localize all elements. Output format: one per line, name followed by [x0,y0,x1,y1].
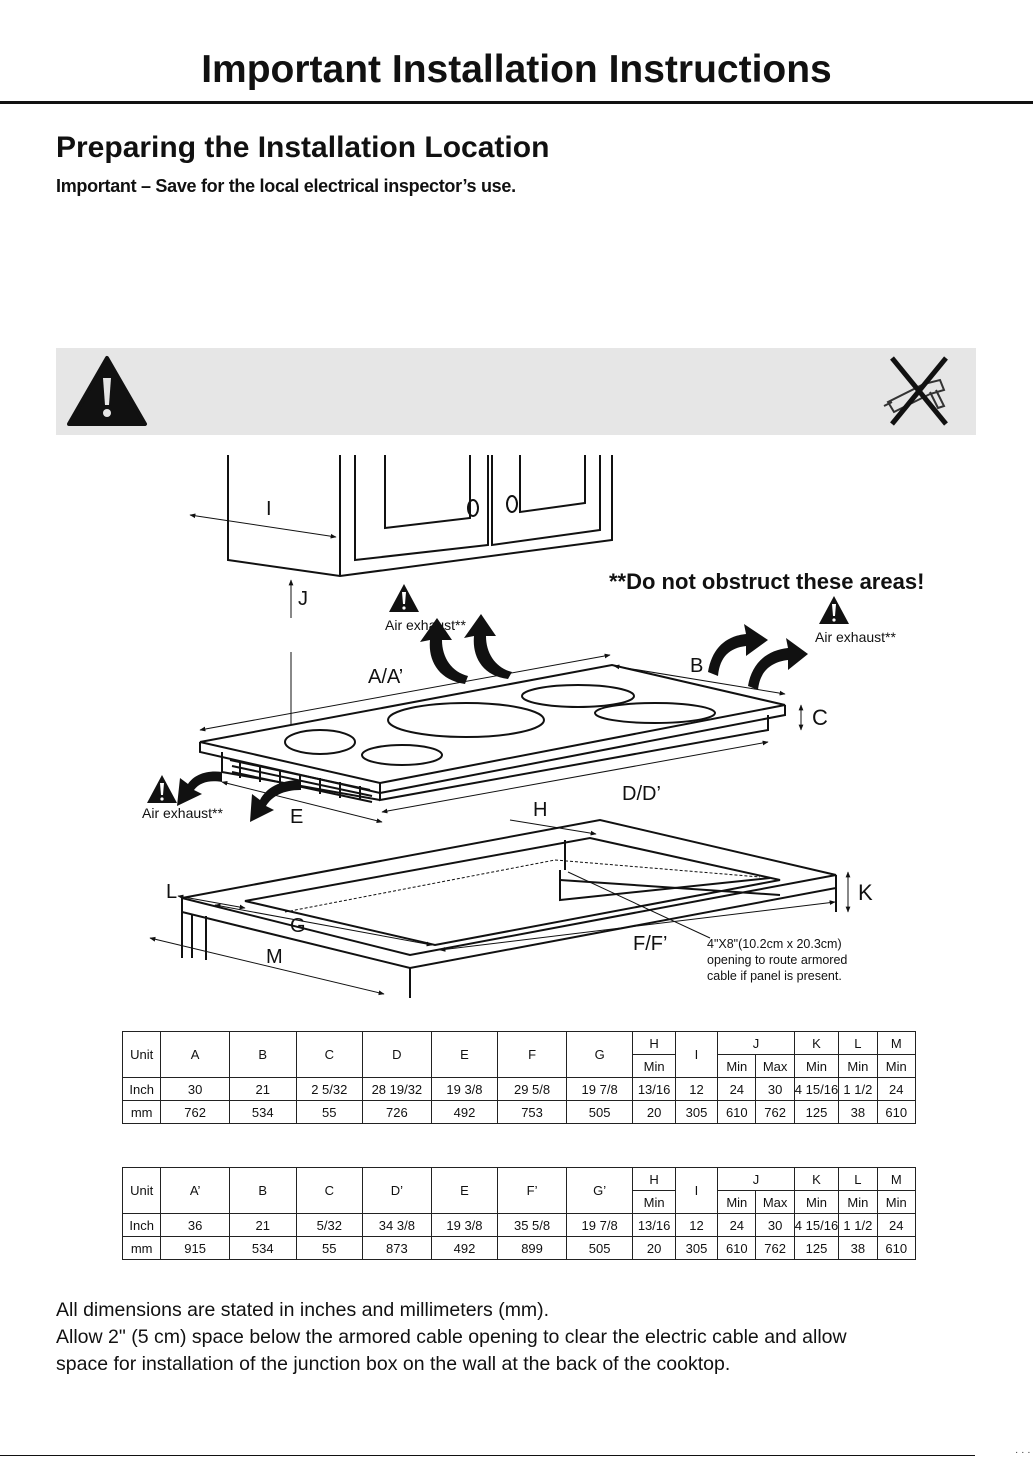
table-row [123,1078,916,1101]
header-m: M [877,1032,915,1055]
header-i: I [675,1032,717,1078]
air-exhaust-label-left: Air exhaust** [142,805,223,821]
table-cell: 24 [718,1078,756,1101]
table-cell: mm [123,1237,161,1260]
table-cell: 28 19/32 [363,1078,432,1101]
table-cell: 38 [839,1237,877,1260]
header-b: B [229,1032,296,1078]
table-cell: Inch [123,1214,161,1237]
table-cell: 21 [229,1078,296,1101]
table-cell: 29 5/8 [498,1078,567,1101]
table-cell: 534 [229,1237,296,1260]
label-k: K [858,880,873,905]
table-cell: 20 [633,1101,675,1124]
table-cell: 534 [229,1101,296,1124]
subheader-j-max: Max [756,1055,794,1078]
table-cell: 4 15/16 [794,1214,838,1237]
table-cell: 12 [675,1078,717,1101]
label-l: L [166,881,178,903]
table-cell: 915 [161,1237,230,1260]
wall-cabinet [228,455,612,576]
header-l: L [839,1168,877,1191]
opening-note-line-1: 4"X8"(10.2cm x 20.3cm) [707,937,842,951]
subheader-k: Min [794,1191,838,1214]
table-cell: 55 [296,1237,363,1260]
title-divider [0,101,1033,104]
table-cell: 492 [431,1101,498,1124]
page-marker: · · · [1015,1447,1031,1458]
table-cell: 762 [756,1237,794,1260]
table-cell: 24 [718,1214,756,1237]
subheader-h: Min [633,1055,675,1078]
header-l: L [839,1032,877,1055]
table-cell: 762 [756,1101,794,1124]
do-not-obstruct-notice: **Do not obstruct these areas! [609,569,925,594]
header-unit: Unit [123,1168,161,1214]
table-cell: 19 3/8 [431,1214,498,1237]
subheader-j-max: Max [756,1191,794,1214]
opening-note-line-3: cable if panel is present. [707,969,842,983]
table-cell: 30 [756,1078,794,1101]
table-cell: 34 3/8 [363,1214,432,1237]
table-cell: 30 [161,1078,230,1101]
warning-bar [56,348,976,435]
table-cell: 610 [877,1237,915,1260]
no-caulk-gun-icon [884,358,946,424]
label-i: I [266,498,272,520]
label-j: J [298,588,308,610]
header-g: G’ [566,1168,633,1214]
header-k: K [794,1032,838,1055]
opening-note-line-2: opening to route armored [707,953,848,967]
label-d: D/D’ [622,783,661,805]
table-cell: 762 [161,1101,230,1124]
header-h: H [633,1168,675,1191]
table-cell: Inch [123,1078,161,1101]
table-cell: 5/32 [296,1214,363,1237]
table-cell: 20 [633,1237,675,1260]
table-cell: 505 [566,1237,633,1260]
header-a: A’ [161,1168,230,1214]
header-d: D’ [363,1168,432,1214]
header-f: F [498,1032,567,1078]
table-cell: 24 [877,1078,915,1101]
header-j: J [718,1168,795,1191]
table-cell: 125 [794,1101,838,1124]
air-exhaust-label-right: Air exhaust** [815,629,896,645]
table-cell: mm [123,1101,161,1124]
table-cell: 305 [675,1237,717,1260]
table-cell: 4 15/16 [794,1078,838,1101]
subheader-j-min: Min [718,1055,756,1078]
header-d: D [363,1032,432,1078]
subheader-k: Min [794,1055,838,1078]
table-cell: 35 5/8 [498,1214,567,1237]
label-a: A/A’ [368,666,404,688]
header-c: C [296,1032,363,1078]
cooktop [200,665,785,800]
table-cell: 2 5/32 [296,1078,363,1101]
table-cell: 505 [566,1101,633,1124]
header-f: F’ [498,1168,567,1214]
subheader-m: Min [877,1191,915,1214]
table-cell: 492 [431,1237,498,1260]
table-cell: 19 3/8 [431,1078,498,1101]
table-cell: 38 [839,1101,877,1124]
footer-divider [0,1455,975,1456]
header-g: G [566,1032,633,1078]
header-h: H [633,1032,675,1055]
label-e: E [290,806,304,828]
header-m: M [877,1168,915,1191]
note-line: Allow 2" (5 cm) space below the armored cable opening to clear the electric cable and allow [56,1326,847,1348]
table-cell: 125 [794,1237,838,1260]
header-e: E [431,1168,498,1214]
table-cell: 24 [877,1214,915,1237]
header-b: B [229,1168,296,1214]
table-row [123,1101,916,1124]
table-cell: 610 [718,1101,756,1124]
table-cell: 610 [718,1237,756,1260]
table-cell: 899 [498,1237,567,1260]
table-cell: 55 [296,1101,363,1124]
subheader-h: Min [633,1191,675,1214]
section-subtitle: Important – Save for the local electrical inspector’s use. [56,176,516,196]
section-title: Preparing the Installation Location [56,131,550,164]
header-c: C [296,1168,363,1214]
label-f: F/F’ [633,933,668,955]
note-line: All dimensions are stated in inches and millimeters (mm). [56,1299,550,1321]
table-cell: 30 [756,1214,794,1237]
header-k: K [794,1168,838,1191]
subheader-l: Min [839,1055,877,1078]
label-h: H [533,799,548,821]
table-row [123,1237,916,1260]
dimension-i [190,515,336,537]
subheader-m: Min [877,1055,915,1078]
opening-leader-line [568,872,710,938]
table-cell: 305 [675,1101,717,1124]
label-b: B [690,655,704,677]
table-cell: 726 [363,1101,432,1124]
table-cell: 610 [877,1101,915,1124]
header-i: I [675,1168,717,1214]
table-cell: 21 [229,1214,296,1237]
table-cell: 19 7/8 [566,1214,633,1237]
table-row [123,1214,916,1237]
table-cell: 1 1/2 [839,1214,877,1237]
header-e: E [431,1032,498,1078]
note-line: space for installation of the junction box on the wall at the back of the cooktop. [56,1353,731,1375]
table-cell: 36 [161,1214,230,1237]
table-cell: 1 1/2 [839,1078,877,1101]
table-cell: 753 [498,1101,567,1124]
dimensions-table-36in [122,1167,916,1260]
label-c: C [812,705,828,730]
subheader-l: Min [839,1191,877,1214]
header-unit: Unit [123,1032,161,1078]
table-cell: 19 7/8 [566,1078,633,1101]
label-m: M [266,946,283,968]
dimension-h [510,820,596,834]
dimension-g [215,905,432,945]
label-g: G [290,915,306,937]
installation-diagram [0,440,1033,1020]
table-cell: 873 [363,1237,432,1260]
header-j: J [718,1032,795,1055]
table-cell: 12 [675,1214,717,1237]
warning-triangle-icon [69,358,145,424]
table-cell: 13/16 [633,1078,675,1101]
dimensions-table-30in [122,1031,916,1124]
notes [56,1297,1006,1378]
subheader-j-min: Min [718,1191,756,1214]
air-exhaust-label-top: Air exhaust** [385,617,466,633]
table-cell: 13/16 [633,1214,675,1237]
page-title: Important Installation Instructions [201,48,832,91]
header-a: A [161,1032,230,1078]
